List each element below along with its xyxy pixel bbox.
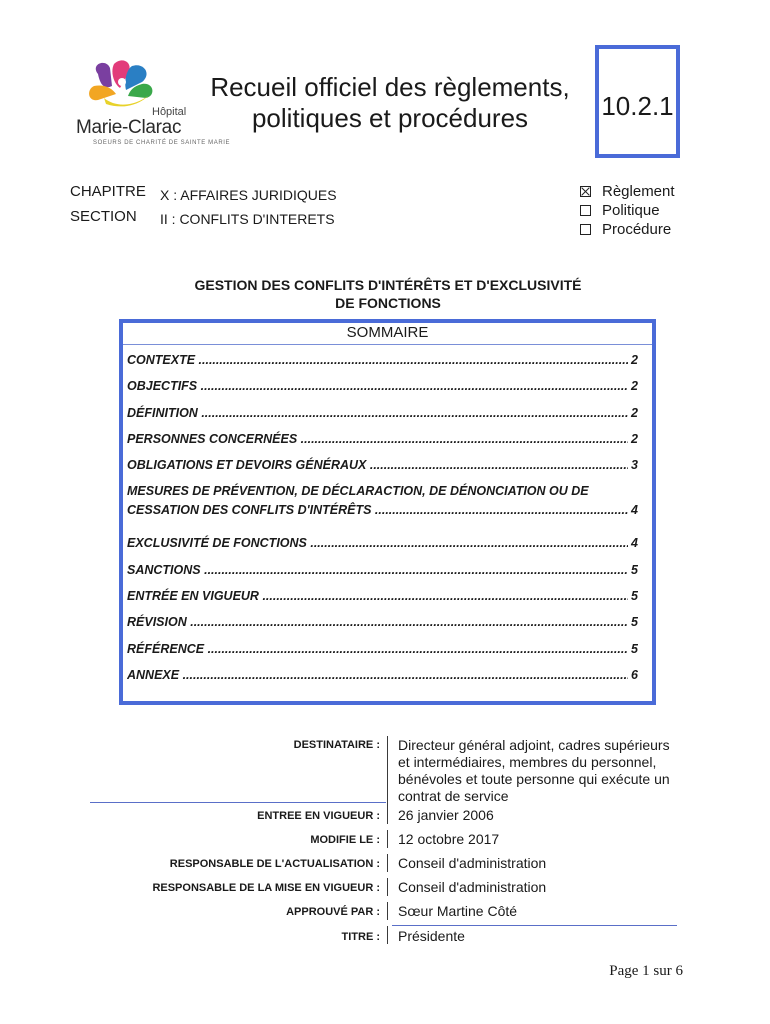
toc-page: 5 [628,640,638,659]
info-rule [90,802,386,803]
toc-entry[interactable] [127,534,638,560]
destinataire-label: DESTINATAIRE : [293,739,380,751]
document-type-checklist [580,182,675,239]
info-divider [387,806,388,824]
table-of-contents [119,319,656,705]
checkbox-checked-icon [580,186,591,197]
entree-vigueur-value: 26 janvier 2006 [398,807,494,823]
toc-entry[interactable] [127,613,638,639]
toc-label: RÉVISION ..... [127,615,638,629]
approuve-label: APPROUVÉ PAR : [286,906,380,918]
toc-page: 2 [628,404,638,423]
document-collection-title: Recueil officiel des règlements, politiques et procédures [210,72,570,133]
document-number: 10.2.1 [601,91,674,121]
type-reglement [580,182,675,201]
toc-entry[interactable] [127,377,638,403]
toc-page: 2 [628,377,638,396]
logo-hospital-word: Hôpital [152,106,187,118]
approuve-value: Sœur Martine Côté [398,903,518,919]
toc-entry[interactable] [127,404,638,430]
toc-label: ENTRÉE EN VIGUEUR ..... [127,589,638,603]
type-politique [580,201,675,220]
checkbox-empty-icon [580,224,591,235]
toc-label: CONTEXTE ..... [127,353,638,367]
page-number: Page 1 sur 6 [609,963,683,979]
toc-entry[interactable] [127,587,638,613]
toc-label: EXCLUSIVITÉ DE FONCTIONS ..... [127,536,638,550]
type-label: Procédure [602,221,672,238]
toc-page: 2 [628,351,638,370]
resp-actualisation-value: Conseil d'administration [398,855,547,871]
info-rule [392,925,677,926]
toc-label: RÉFÉRENCE ..... [127,642,638,656]
type-label: Politique [602,202,660,219]
info-divider [387,830,388,848]
resp-mise-value: Conseil d'administration [398,879,547,895]
toc-entry[interactable] [127,640,638,666]
section-value: II : CONFLITS D'INTERETS [160,211,335,227]
toc-label: SANCTIONS ..... [127,563,638,577]
toc-page: 4 [628,501,638,520]
toc-page: 5 [628,587,638,606]
toc-label-line2: CESSATION DES CONFLITS D'INTÉRÊTS ..... [127,503,638,517]
info-divider [387,878,388,896]
titre-value: Présidente [398,928,465,944]
checkbox-empty-icon [580,205,591,216]
modifie-value: 12 octobre 2017 [398,831,500,847]
resp-mise-label: RESPONSABLE DE LA MISE EN VIGUEUR : [152,882,380,894]
logo-tagline: SOEURS DE CHARITÉ DE SAINTE MARIE [93,140,231,146]
toc-list [127,351,638,692]
toc-label: ANNEXE ..... [127,668,638,682]
toc-entry[interactable] [127,482,638,534]
toc-page: 5 [628,613,638,632]
toc-entry[interactable] [127,666,638,692]
toc-page: 2 [628,430,638,449]
toc-label: OBLIGATIONS ET DEVOIRS GÉNÉRAUX ..... [127,458,638,472]
toc-entry[interactable] [127,351,638,377]
info-divider [387,902,388,920]
logo-name: Marie-Clarac [76,117,182,138]
info-divider [387,854,388,872]
toc-page: 6 [628,666,638,685]
policy-title-line: DE FONCTIONS [335,295,441,311]
toc-page: 4 [628,534,638,553]
toc-page: 5 [628,561,638,580]
policy-title-line: GESTION DES CONFLITS D'INTÉRÊTS ET D'EXCLUSIVITÉ [194,277,582,293]
type-label: Règlement [602,183,675,200]
entree-vigueur-label: ENTREE EN VIGUEUR : [257,810,380,822]
resp-actualisation-label: RESPONSABLE DE L'ACTUALISATION : [169,858,380,870]
chapter-value: X : AFFAIRES JURIDIQUES [160,187,337,203]
toc-label: DÉFINITION ..... [127,406,638,420]
info-divider [387,736,388,806]
document-number-box [595,45,680,158]
modifie-label: MODIFIE LE : [310,834,380,846]
chapter-label: CHAPITRE [70,183,146,200]
toc-entry[interactable] [127,430,638,456]
destinataire-value: Directeur général adjoint, cadres supérieurs et intermédiaires, membres du personnel, bénévoles et toute personne qui exécute un contrat de service [398,737,670,804]
toc-label-line1: MESURES DE PRÉVENTION, DE DÉCLARACTION, DE DÉNONCIATION OU DE [127,484,589,499]
section-label: SECTION [70,208,137,225]
toc-label: PERSONNES CONCERNÉES ..... [127,432,638,446]
toc-entry[interactable] [127,456,638,482]
type-procedure [580,220,675,239]
toc-label: OBJECTIFS ..... [127,379,638,393]
policy-title [140,276,636,312]
toc-page: 3 [628,456,638,475]
toc-entry[interactable] [127,561,638,587]
toc-heading: SOMMAIRE [123,324,652,345]
info-divider [387,926,388,944]
titre-label: TITRE : [341,931,380,943]
